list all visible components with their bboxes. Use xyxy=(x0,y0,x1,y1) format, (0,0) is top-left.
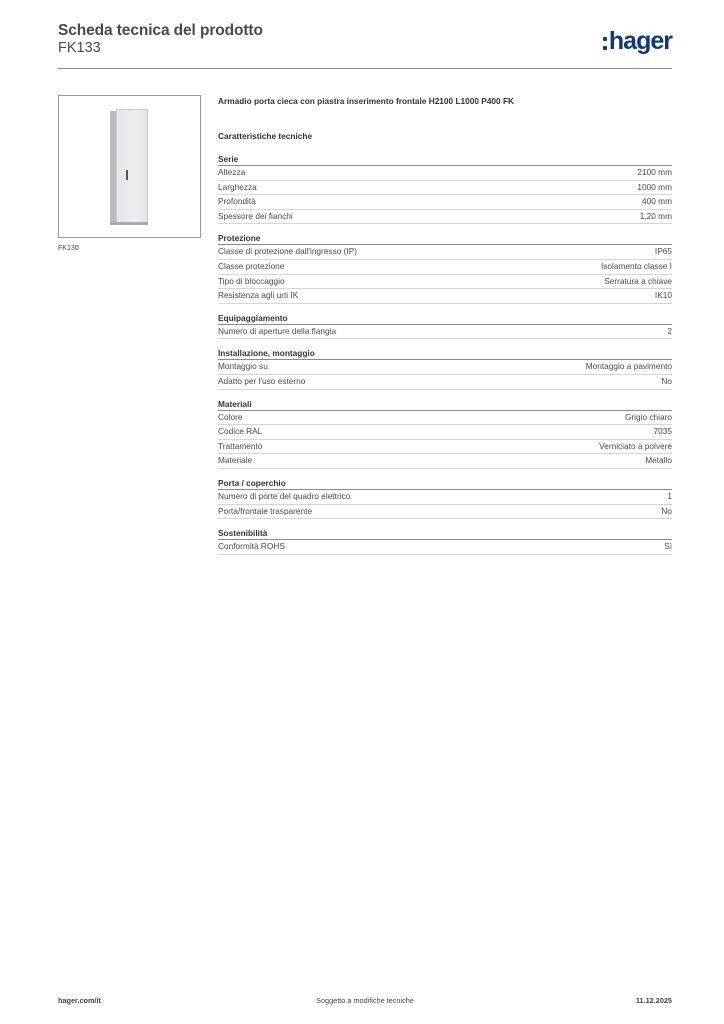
spec-row xyxy=(218,440,672,455)
spec-row xyxy=(218,425,672,440)
spec-row xyxy=(218,245,672,260)
spec-section xyxy=(218,232,672,303)
spec-row xyxy=(218,411,672,426)
footer-date: 11.12.2025 xyxy=(635,996,672,1005)
spec-row xyxy=(218,181,672,196)
spec-value: Verniciato a polvere xyxy=(599,440,672,451)
door-handle-icon xyxy=(126,170,128,180)
spec-row xyxy=(218,490,672,505)
section-title: Sostenibilità xyxy=(218,527,672,540)
spec-row xyxy=(218,375,672,390)
footer-website-link[interactable]: hager.com/it xyxy=(58,996,101,1005)
spec-label: Larghezza xyxy=(218,181,257,192)
page-title: Scheda tecnica del prodotto xyxy=(58,22,263,39)
spec-label: Altezza xyxy=(218,167,246,177)
image-caption: FK130 xyxy=(58,245,79,252)
section-title: Porta / coperchio xyxy=(218,477,672,490)
page-header xyxy=(58,20,672,70)
spec-value: No xyxy=(661,505,672,516)
footer-note: Soggetto a modifiche tecniche xyxy=(316,996,414,1005)
spec-value: Serratura a chiave xyxy=(604,275,672,286)
spec-row xyxy=(218,275,672,290)
product-code: FK133 xyxy=(58,40,101,56)
spec-value: 400 mm xyxy=(642,196,672,207)
section-title: Materiali xyxy=(218,398,672,411)
section-title: Serie xyxy=(218,153,672,166)
spec-row xyxy=(218,360,672,375)
logo-wordmark: hager xyxy=(608,26,672,55)
spec-section xyxy=(218,312,672,340)
spec-value: IK10 xyxy=(654,290,672,301)
spec-label: Adatto per l'uso esterno xyxy=(218,375,306,386)
spec-value: Isolamento classe I xyxy=(600,260,672,271)
spec-value: Metallo xyxy=(645,455,672,466)
spec-row xyxy=(218,166,672,181)
spec-row xyxy=(218,289,672,304)
header-divider xyxy=(58,68,672,69)
spec-value: 1 xyxy=(667,490,672,501)
section-title: Installazione, montaggio xyxy=(218,347,672,360)
product-image-frame xyxy=(58,95,201,238)
spec-label: Resistenza agli urti IK xyxy=(218,290,299,301)
spec-value: 7035 xyxy=(653,426,672,437)
spec-label: Trattamento xyxy=(218,440,263,451)
spec-section xyxy=(218,477,672,519)
spec-value: No xyxy=(661,375,672,386)
spec-label: Classe protezione xyxy=(218,260,285,271)
spec-label: Codice RAL xyxy=(218,426,263,437)
page-footer xyxy=(58,996,672,1010)
spec-value: Montaggio a pavimento xyxy=(585,361,672,372)
logo-dots-icon xyxy=(603,37,607,50)
product-description: Armadio porta cieca con piastra inserimento frontale H2100 L1000 P400 FK xyxy=(218,96,515,106)
section-title: Equipaggiamento xyxy=(218,312,672,325)
spec-row xyxy=(218,260,672,275)
spec-section xyxy=(218,527,672,555)
spec-row xyxy=(218,505,672,520)
spec-row xyxy=(218,454,672,469)
spec-label: Colore xyxy=(218,411,243,422)
spec-content xyxy=(218,96,672,563)
hager-logo xyxy=(603,27,672,55)
spec-row xyxy=(218,195,672,210)
cabinet-product-photo xyxy=(110,109,148,225)
spec-value: 2 xyxy=(667,325,672,336)
spec-label: Classe di protezione dall'ingresso (IP) xyxy=(218,246,358,257)
spec-label: Profondità xyxy=(218,196,256,207)
spec-value: 1,20 mm xyxy=(639,210,672,221)
spec-row xyxy=(218,540,672,555)
section-title: Protezione xyxy=(218,232,672,245)
spec-label: Conformità ROHS xyxy=(218,541,285,552)
spec-value: IP65 xyxy=(654,246,672,257)
spec-section xyxy=(218,347,672,389)
characteristics-heading: Caratteristiche tecniche xyxy=(218,131,313,141)
spec-label: Numero di aperture della flangia xyxy=(218,325,337,336)
spec-label: Montaggio su xyxy=(218,361,268,372)
spec-label: Numero di porte del quadro elettrico xyxy=(218,490,351,501)
spec-section xyxy=(218,153,672,224)
spec-label: Spessore dei fianchi xyxy=(218,210,293,221)
spec-value: Grigio chiaro xyxy=(624,411,672,422)
spec-label: Tipo di bloccaggio xyxy=(218,275,285,286)
spec-sections xyxy=(218,153,672,555)
spec-section xyxy=(218,398,672,469)
spec-value: 1000 mm xyxy=(637,181,672,192)
spec-value: Sì xyxy=(664,541,672,552)
spec-row xyxy=(218,325,672,340)
spec-label: Materiale xyxy=(218,455,253,466)
spec-value: 2100 mm xyxy=(637,167,672,177)
spec-label: Porta/frontale trasparente xyxy=(218,505,313,516)
spec-row xyxy=(218,210,672,225)
